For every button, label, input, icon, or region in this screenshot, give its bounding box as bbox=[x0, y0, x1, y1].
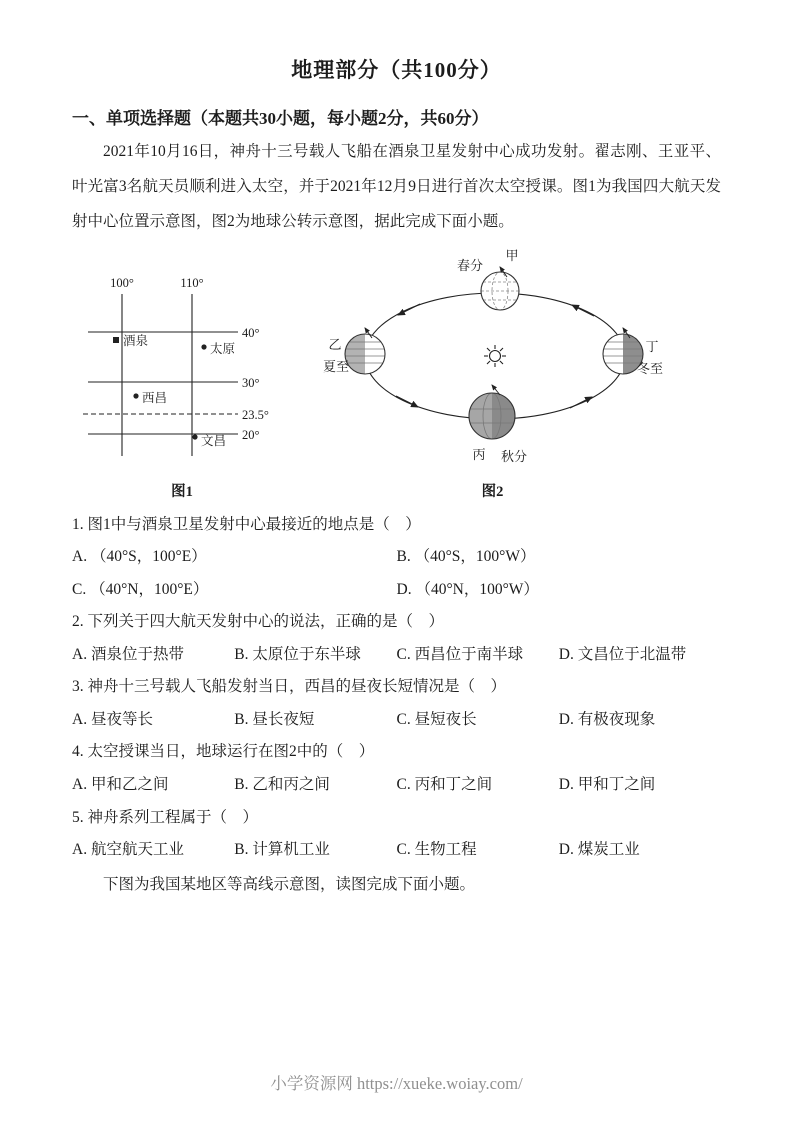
question-2-stem: 2. 下列关于四大航天发射中心的说法，正确的是（ ） bbox=[72, 613, 445, 631]
question-2 bbox=[72, 606, 721, 671]
lat-label-30: 30° bbox=[242, 375, 260, 390]
earth-globe-autumn bbox=[469, 385, 515, 439]
question-3 bbox=[72, 671, 721, 736]
question-5 bbox=[72, 802, 721, 867]
earth-globe-summer bbox=[345, 328, 385, 374]
question-4-option-a: A. 甲和乙之间 bbox=[72, 776, 169, 793]
section-header: 一、单项选择题（本题共30小题，每小题2分，共60分） bbox=[72, 109, 489, 128]
figure-2-revolution bbox=[320, 246, 665, 501]
sun-icon bbox=[484, 345, 506, 367]
summer-solstice-label: 夏至 bbox=[322, 358, 350, 374]
wenchang-marker bbox=[192, 434, 197, 439]
xichang-label: 西昌 bbox=[142, 390, 168, 405]
question-2-option-a: A. 酒泉位于热带 bbox=[72, 645, 184, 663]
question-5-options bbox=[72, 834, 721, 867]
figure-2-caption: 图2 bbox=[481, 483, 504, 500]
question-3-options bbox=[72, 704, 721, 737]
figure-1-caption: 图1 bbox=[171, 483, 193, 500]
xichang-marker bbox=[133, 393, 138, 398]
figure-2-svg bbox=[320, 246, 665, 474]
spring-equinox-label: 春分 bbox=[456, 257, 484, 273]
orbit-arrow-bottom-right bbox=[570, 397, 592, 408]
question-1-stem: 1. 图1中与酒泉卫星发射中心最接近的地点是（ ） bbox=[72, 515, 421, 533]
question-5-option-b: B. 计算机工业 bbox=[234, 841, 330, 859]
question-2-options bbox=[72, 639, 721, 672]
next-section-intro: 下图为我国某地区等高线示意图，读图完成下面小题。 bbox=[103, 875, 476, 893]
question-1-option-b: B. （40°S，100°W） bbox=[396, 548, 536, 566]
lat-label-20: 20° bbox=[242, 427, 260, 442]
lat-label-40: 40° bbox=[242, 325, 260, 340]
question-2-option-b: B. 太原位于东半球 bbox=[234, 645, 361, 663]
question-3-option-c: C. 昼短夜长 bbox=[396, 710, 477, 728]
lon-label-110: 110° bbox=[180, 275, 204, 290]
position-jia-label: 甲 bbox=[505, 247, 519, 263]
question-1-option-c: C. （40°N，100°E） bbox=[72, 580, 209, 598]
taiyuan-marker bbox=[201, 344, 206, 349]
figure-1-map bbox=[82, 274, 282, 501]
question-3-stem: 3. 神舟十三号载人飞船发射当日，西昌的昼夜长短情况是（ ） bbox=[72, 678, 507, 696]
question-1-options bbox=[72, 541, 721, 606]
question-2-option-c: C. 西昌位于南半球 bbox=[396, 645, 524, 663]
question-4-option-b: B. 乙和丙之间 bbox=[234, 776, 330, 793]
question-4-option-d: D. 甲和丁之间 bbox=[558, 776, 656, 793]
orbit-arrow-top-right bbox=[572, 305, 594, 316]
orbit-arrow-bottom-left bbox=[396, 396, 418, 407]
page-title: 地理部分（共100分） bbox=[291, 58, 502, 82]
question-5-option-d: D. 煤炭工业 bbox=[558, 841, 640, 859]
jiuquan-marker bbox=[113, 337, 119, 343]
lat-label-23-5: 23.5° bbox=[242, 407, 269, 422]
question-3-option-a: A. 昼夜等长 bbox=[72, 710, 153, 728]
question-1 bbox=[72, 509, 721, 607]
question-1-option-a: A. （40°S，100°E） bbox=[72, 548, 207, 566]
orbit-arrow-top-left bbox=[398, 304, 420, 315]
question-4 bbox=[72, 736, 721, 801]
figures-row bbox=[82, 246, 721, 501]
position-yi-label: 乙 bbox=[328, 336, 342, 352]
site-watermark: 小学资源网 https://xueke.woiay.com/ bbox=[270, 1074, 523, 1093]
question-3-option-b: B. 昼长夜短 bbox=[234, 710, 315, 728]
question-5-option-c: C. 生物工程 bbox=[396, 841, 477, 859]
autumn-equinox-label: 秋分 bbox=[500, 448, 528, 464]
lon-label-100: 100° bbox=[110, 275, 134, 290]
earth-globe-spring bbox=[481, 267, 519, 310]
question-4-stem: 4. 太空授课当日，地球运行在图2中的（ ） bbox=[72, 743, 375, 761]
question-5-option-a: A. 航空航天工业 bbox=[72, 841, 184, 859]
question-4-option-c: C. 丙和丁之间 bbox=[396, 776, 493, 793]
question-4-options bbox=[72, 769, 721, 802]
winter-solstice-label: 冬至 bbox=[636, 360, 664, 376]
position-ding-label: 丁 bbox=[645, 338, 659, 354]
intro-paragraph: 2021年10月16日，神舟十三号载人飞船在酒泉卫星发射中心成功发射。翟志刚、王亚平、叶光富3名航天员顺利进入太空，并于2021年12月9日进行首次太空授课。图1为我国四大航天发射中心位置示意图，图2为地球公转示意图，据此完成下面小题。 bbox=[72, 143, 721, 230]
question-3-option-d: D. 有极夜现象 bbox=[558, 710, 656, 728]
figure-1-svg bbox=[82, 274, 282, 474]
wenchang-label: 文昌 bbox=[201, 433, 227, 448]
jiuquan-label: 酒泉 bbox=[123, 333, 149, 348]
question-5-stem: 5. 神舟系列工程属于（ ） bbox=[72, 808, 259, 826]
question-1-option-d: D. （40°N，100°W） bbox=[396, 580, 539, 598]
question-2-option-d: D. 文昌位于北温带 bbox=[558, 645, 687, 663]
position-bing-label: 丙 bbox=[472, 446, 486, 462]
taiyuan-label: 太原 bbox=[210, 341, 236, 356]
